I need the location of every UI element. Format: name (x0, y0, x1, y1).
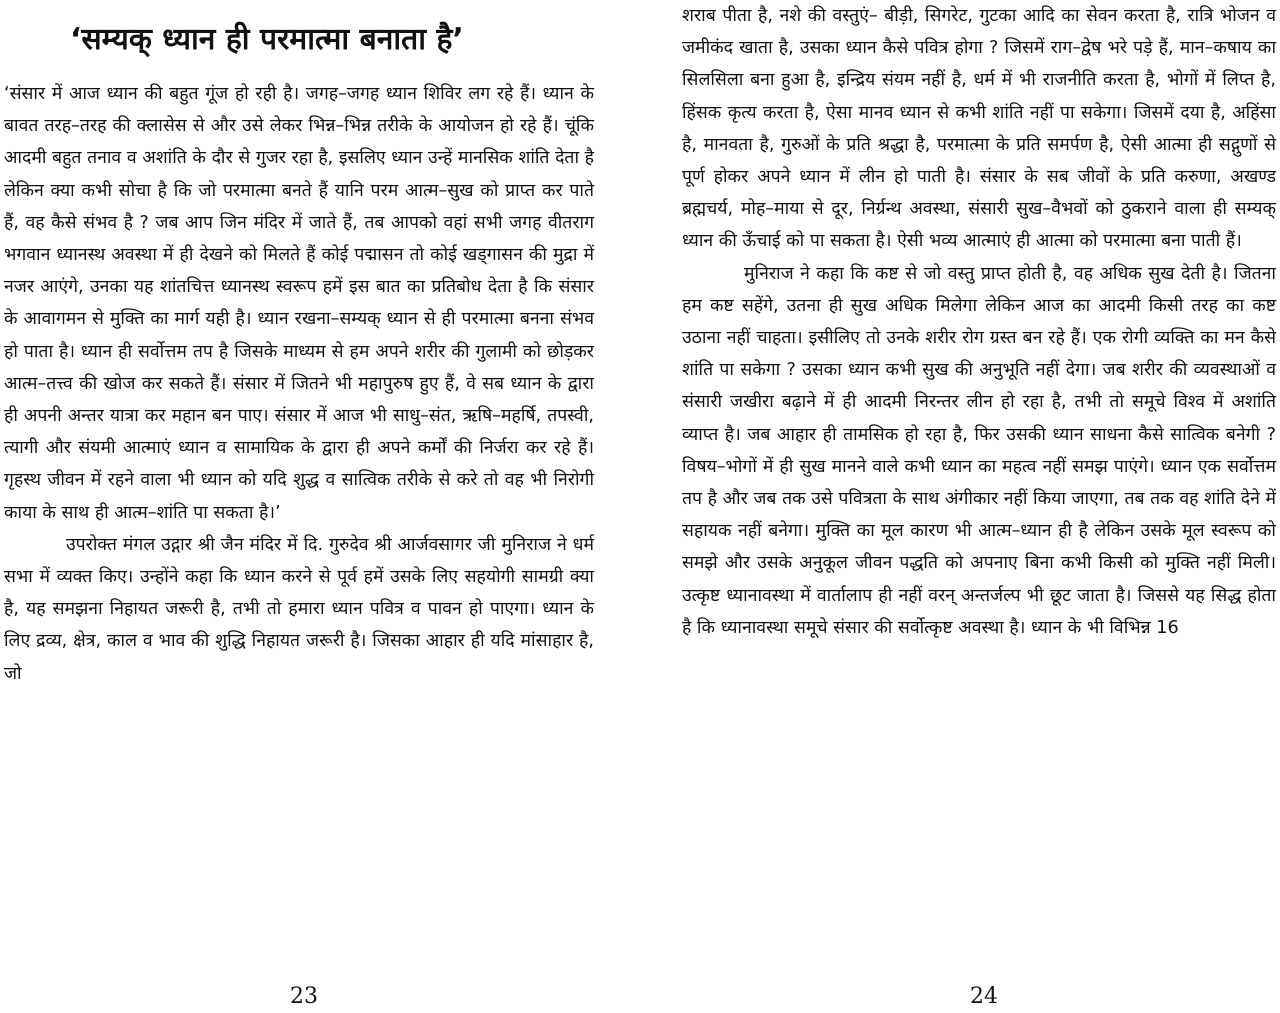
left-page-body (4, 78, 594, 690)
right-page (640, 0, 1280, 1013)
paragraph-quote: ‘संसार में आज ध्यान की बहुत गूंज हो रही है। जगह–जगह ध्यान शिविर लग रहे हैं। ध्यान के बावत तरह–तरह की क्लासेस से और उसे लेकर भिन्न–भिन्न तरीके के आयोजन हो रहे हैं। चूंकि आदमी बहुत तनाव व अशांति के दौर से गुजर रहा है, इसलिए ध्यान उन्हें मानसिक शांति देता है लेकिन क्या कभी सोचा है कि जो परमात्मा बनते हैं यानि परम आत्म–सुख को प्राप्त कर पाते हैं, वह कैसे संभव है ? जब आप जिन मंदिर में जाते हैं, तब आपको वहां सभी जगह वीतराग भगवान ध्यानस्थ अवस्था में ही देखने को मिलते हैं कोई पद्मासन तो कोई खड्गासन की मुद्रा में नजर आएंगे, उनका यह शांतचित्त ध्यानस्थ स्वरूप हमें इस बात का प्रतिबोध देता है कि संसार के आवागमन से मुक्ति का मार्ग यही है। ध्यान रखना–सम्यक् ध्यान से ही परमात्मा बनना संभव हो पाता है। ध्यान ही सर्वोत्तम तप है जिसके माध्यम से हम अपने शरीर की गुलामी को छोड़कर आत्म–तत्त्व की खोज कर सकते हैं। संसार में जितने भी महापुरुष हुए हैं, वे सब ध्यान के द्वारा ही अपनी अन्तर यात्रा कर महान बन पाए। संसार में आज भी साधु–संत, ऋषि–महर्षि, तपस्वी, त्यागी और संयमी आत्माएं ध्यान व सामायिक के द्वारा ही अपने कर्मों की निर्जरा कर रहे हैं। गृहस्थ जीवन में रहने वाला भी ध्यान को यदि शुद्ध व सात्विक तरीके से करे तो वह भी निरोगी काया के साथ ही आत्म–शांति पा सकता है।’ (4, 84, 594, 523)
right-page-body (682, 0, 1276, 644)
paragraph-report: उपरोक्त मंगल उद्गार श्री जैन मंदिर में दि. गुरुदेव श्री आर्जवसागर जी मुनिराज ने धर्म सभा में व्यक्त किए। उन्होंने कहा कि ध्यान करने से पूर्व हमें उसके लिए सहयोगी सामग्री क्या है, यह समझना निहायत जरूरी है, तभी तो हमारा ध्यान पवित्र व पावन हो पाएगा। ध्यान के लिए द्रव्य, क्षेत्र, काल व भाव की शुद्धि निहायत जरूरी है। जिसका आहार ही यदि मांसाहार है, जो (4, 534, 594, 684)
paragraph-continued: शराब पीता है, नशे की वस्तुएं– बीड़ी, सिगरेट, गुटका आदि का सेवन करता है, रात्रि भोजन व जमीकंद खाता है, उसका ध्यान कैसे पवित्र होगा ? जिसमें राग–द्वेष भरे पड़े हैं, मान–कषाय का सिलसिला बना हुआ है, इन्द्रिय संयम नहीं है, धर्म में भी राजनीति करता है, भोगों में लिप्त है, हिंसक कृत्य करता है, ऐसा मानव ध्यान से कभी शांति नहीं पा सकेगा। जिसमें दया है, अहिंसा है, मानवता है, गुरुओं के प्रति श्रद्धा है, परमात्मा के प्रति समर्पण है, ऐसी आत्मा ही सद्गुणों से पूर्ण होकर अपने ध्यान में लीन हो पाती है। संसार के सब जीवों के प्रति करुणा, अखण्ड ब्रह्मचर्य, मोह–माया से दूर, निर्ग्रन्थ अवस्था, संसारी सुख–वैभवों को ठुकराने वाला ही सम्यक् ध्यान की ऊँचाई को पा सकता है। ऐसी भव्य आत्माएं ही आत्मा को परमात्मा बना पाती हैं। (682, 6, 1276, 252)
article-title: ‘सम्यक् ध्यान ही परमात्मा बनाता है’ (70, 22, 464, 57)
page-number-left: 23 (290, 984, 318, 1009)
paragraph-munraj: मुनिराज ने कहा कि कष्ट से जो वस्तु प्राप्त होती है, वह अधिक सुख देती है। जितना हम कष्ट सहेंगे, उतना ही सुख अधिक मिलेगा लेकिन आज का आदमी किसी तरह का कष्ट उठाना नहीं चाहता। इसीलिए तो उनके शरीर रोग ग्रस्त बन रहे हैं। एक रोगी व्यक्ति का मन कैसे शांति पा सकेगा ? उसका ध्यान कभी सुख की अनुभूति नहीं देगा। जब शरीर की व्यवस्थाओं व संसारी जखीरा बढ़ाने में ही आदमी निरन्तर लीन हो रहा है, तभी तो समूचे विश्व में अशांति व्याप्त है। जब आहार ही तामसिक हो रहा है, फिर उसकी ध्यान साधना कैसे सात्विक बनेगी ? विषय–भोगों में ही सुख मानने वाले कभी ध्यान का महत्व नहीं समझ पाएंगे। ध्यान एक सर्वोत्तम तप है और जब तक उसे पवित्रता के साथ अंगीकार नहीं किया जाएगा, तब तक वह शांति देने में सहायक नहीं बनेगा। मुक्ति का मूल कारण भी आत्म–ध्यान ही है लेकिन उसके मूल स्वरूप को समझे और उसके अनुकूल जीवन पद्धति को अपनाए बिना कभी किसी को मुक्ति नहीं मिली। उत्कृष्ट ध्यानावस्था में वार्तालाप ही नहीं वरन् अन्तर्जल्प भी छूट जाता है। जिससे यह सिद्ध होता है कि ध्यानावस्था समूचे संसार की सर्वोत्कृष्ट अवस्था है। ध्यान के भी विभिन्न 16 (682, 263, 1276, 638)
page-number-right: 24 (970, 984, 998, 1009)
